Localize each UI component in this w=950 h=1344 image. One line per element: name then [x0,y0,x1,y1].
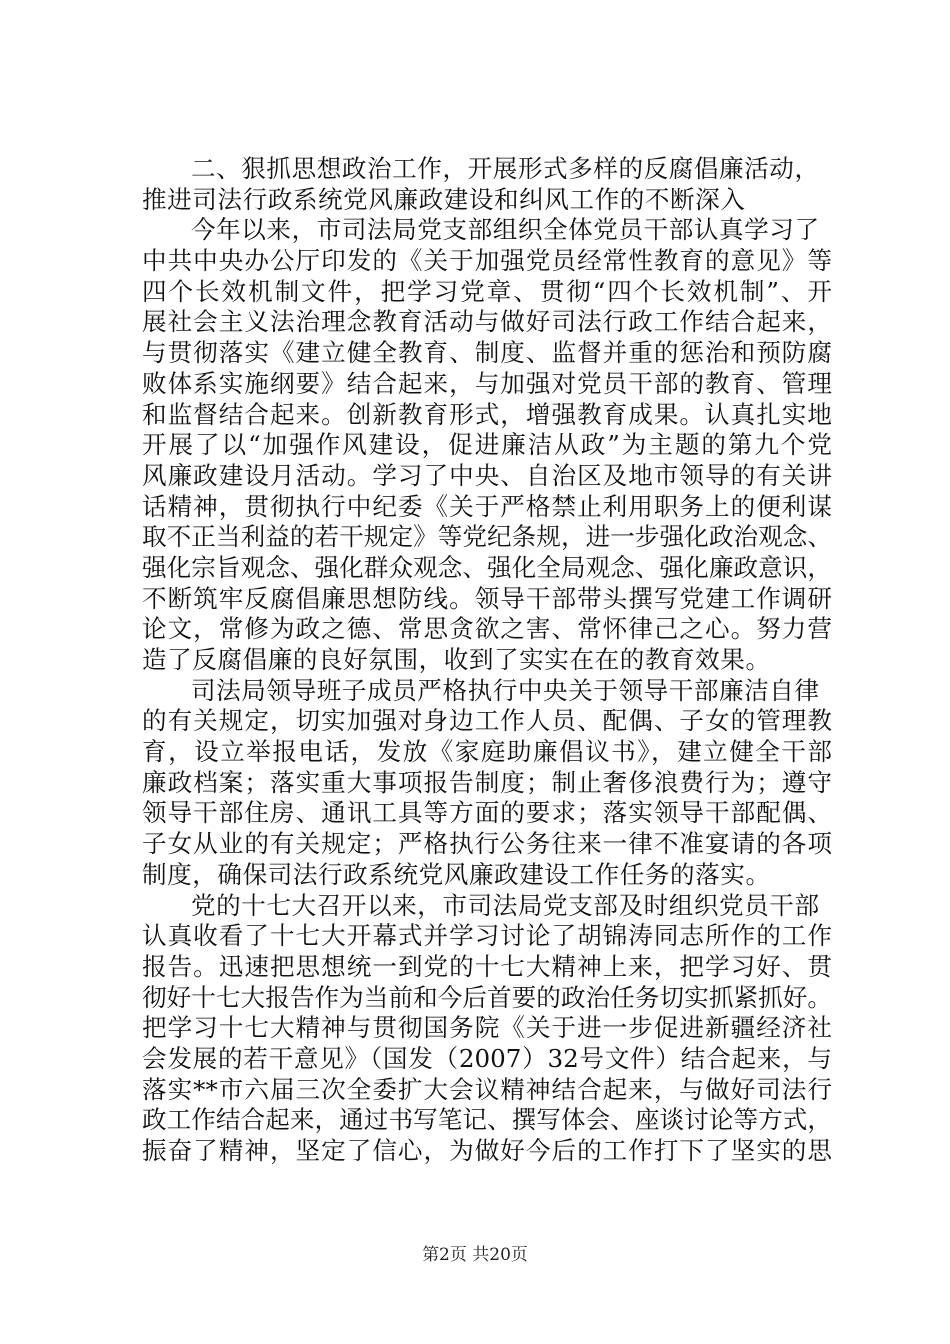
paragraph-line: 子女从业的有关规定；严格执行公务往来一律不准宴请的各项 [142,829,832,859]
paragraph-line: 党的十七大召开以来，市司法局党支部及时组织党员干部 [191,890,820,920]
paragraph-line: 中共中央办公厅印发的《关于加强党员经常性教育的意见》等 [142,246,832,276]
paragraph-line: 与贯彻落实《建立健全教育、制度、监督并重的惩治和预防腐 [142,338,832,368]
paragraph-line: 话精神，贯彻执行中纪委《关于严格禁止利用职务上的便利谋 [142,491,832,521]
paragraph-line: 败体系实施纲要》结合起来，与加强对党员干部的教育、管理 [142,368,832,398]
paragraph-line: 落实**市六届三次全委扩大会议精神结合起来，与做好司法行 [142,1074,832,1104]
paragraph-line: 把学习十七大精神与贯彻国务院《关于进一步促进新疆经济社 [142,1013,832,1043]
paragraph-line: 廉政档案；落实重大事项报告制度；制止奢侈浪费行为；遵守 [142,767,832,797]
paragraph-line: 开展了以“加强作风建设，促进廉洁从政”为主题的第九个党 [142,430,832,460]
paragraph-line: 不断筑牢反腐倡廉思想防线。领导干部带头撰写党建工作调研 [142,583,832,613]
paragraph-line: 彻好十七大报告作为当前和今后首要的政治任务切实抓紧抓好。 [142,982,832,1012]
paragraph-line: 政工作结合起来，通过书写笔记、撰写体会、座谈讨论等方式， [142,1105,832,1135]
paragraph-line: 展社会主义法治理念教育活动与做好司法行政工作结合起来， [142,307,832,337]
paragraph-line: 报告。迅速把思想统一到党的十七大精神上来，把学习好、贯 [142,951,832,981]
paragraph-line: 四个长效机制文件，把学习党章、贯彻“四个长效机制”、开 [142,276,832,306]
heading-line: 二、狠抓思想政治工作，开展形式多样的反腐倡廉活动， [191,154,820,183]
document-body [142,154,832,1167]
paragraph-line: 造了反腐倡廉的良好氛围，收到了实实在在的教育效果。 [142,645,771,674]
paragraph-line: 的有关规定，切实加强对身边工作人员、配偶、子女的管理教 [142,706,832,736]
paragraph-line: 取不正当利益的若干规定》等党纪条规，进一步强化政治观念、 [142,522,832,552]
paragraph-line: 论文，常修为政之德、常思贪欲之害、常怀律己之心。努力营 [142,614,832,644]
paragraph-line: 领导干部住房、通讯工具等方面的要求；落实领导干部配偶、 [142,798,832,828]
paragraph-line: 育，设立举报电话，发放《家庭助廉倡议书》，建立健全干部 [142,737,832,767]
heading-line: 推进司法行政系统党风廉政建设和纠风工作的不断深入 [142,184,746,214]
page-number-footer: 第2页 共20页 [422,1245,528,1265]
paragraph-line: 和监督结合起来。创新教育形式，增强教育成果。认真扎实地 [142,399,832,429]
paragraph-line: 会发展的若干意见》（国发（2007）32号文件）结合起来，与 [142,1043,832,1073]
paragraph-line: 振奋了精神，坚定了信心，为做好今后的工作打下了坚实的思 [142,1136,832,1165]
paragraph-line: 今年以来，市司法局党支部组织全体党员干部认真学习了 [191,215,820,245]
paragraph-line: 强化宗旨观念、强化群众观念、强化全局观念、强化廉政意识， [142,552,832,582]
paragraph-line: 风廉政建设月活动。学习了中央、自治区及地市领导的有关讲 [142,460,832,490]
paragraph-line: 认真收看了十七大开幕式并学习讨论了胡锦涛同志所作的工作 [142,921,832,951]
paragraph-line: 制度，确保司法行政系统党风廉政建设工作任务的落实。 [142,859,771,889]
paragraph-line: 司法局领导班子成员严格执行中央关于领导干部廉洁自律 [191,675,820,705]
